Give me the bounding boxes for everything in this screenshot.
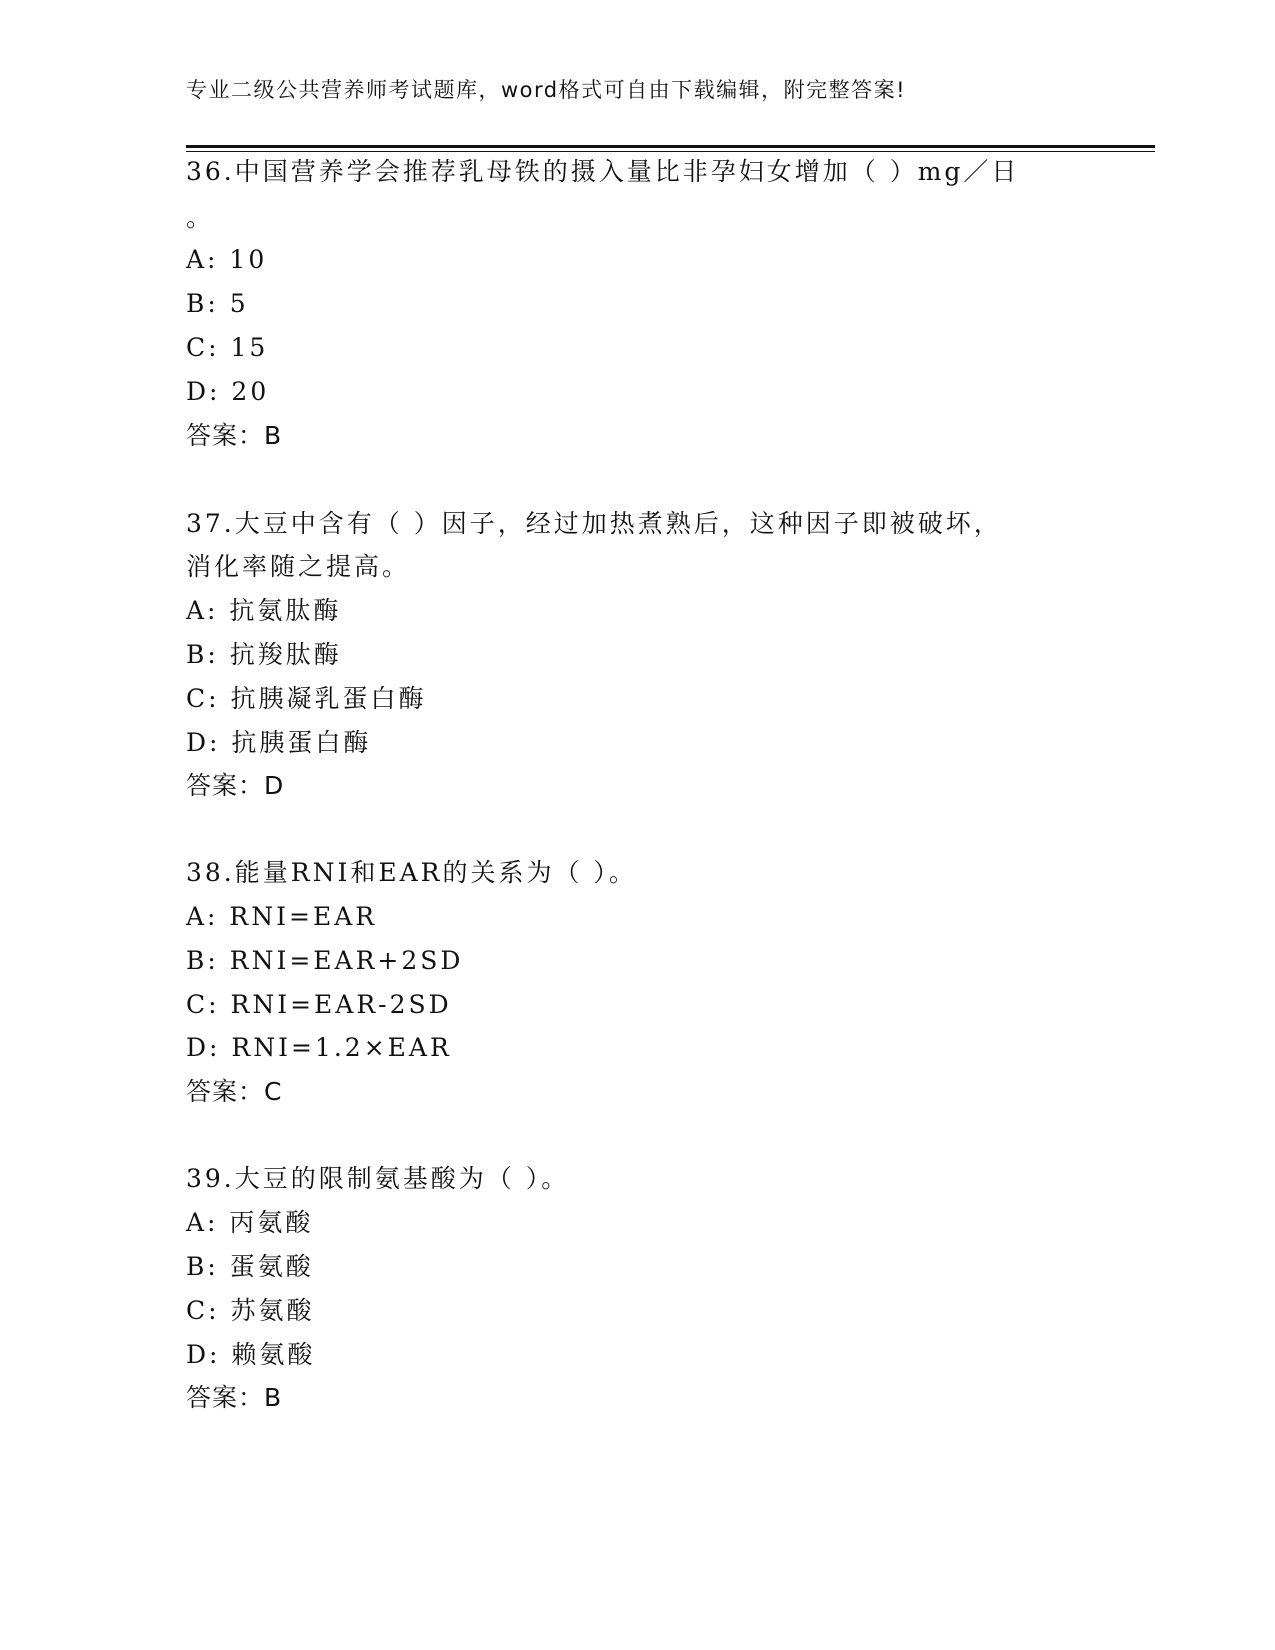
question-38-option-d: D: RNI=1.2×EAR <box>186 1033 452 1062</box>
question-37-option-b: B: 抗羧肽酶 <box>186 640 342 669</box>
question-39-option-c: C: 苏氨酸 <box>186 1296 315 1325</box>
question-37-stem: 37.大豆中含有（ ）因子，经过加热煮熟后，这种因子即被破坏， <box>186 509 1002 538</box>
question-38-option-a: A: RNI=EAR <box>186 902 378 931</box>
question-36-option-b: B: 5 <box>186 289 249 318</box>
question-37-answer: 答案：D <box>186 771 285 800</box>
page-header: 专业二级公共营养师考试题库，word格式可自由下载编辑，附完整答案! <box>186 78 907 102</box>
question-36-option-d: D: 20 <box>186 377 270 406</box>
question-36-answer: 答案：B <box>186 421 283 450</box>
question-39-answer: 答案：B <box>186 1383 283 1412</box>
question-39-option-b: B: 蛋氨酸 <box>186 1252 314 1281</box>
question-38-answer: 答案：C <box>186 1077 283 1106</box>
question-37-option-d: D: 抗胰蛋白酶 <box>186 728 372 757</box>
question-37-option-a: A: 抗氨肽酶 <box>186 596 342 625</box>
header-rule-thin <box>186 151 1155 152</box>
question-38-option-b: B: RNI=EAR+2SD <box>186 946 464 975</box>
question-38-option-c: C: RNI=EAR-2SD <box>186 990 452 1019</box>
question-36-stem-continuation: 。 <box>186 203 215 232</box>
question-39-stem: 39.大豆的限制氨基酸为（ ）。 <box>186 1164 570 1193</box>
question-36-option-a: A: 10 <box>186 245 268 274</box>
question-36-option-c: C: 15 <box>186 333 269 362</box>
header-rule-thick <box>186 145 1155 148</box>
question-39-option-a: A: 丙氨酸 <box>186 1208 314 1237</box>
question-36-stem: 36.中国营养学会推荐乳母铁的摄入量比非孕妇女增加（ ）mg／日 <box>186 157 1020 186</box>
question-37-option-c: C: 抗胰凝乳蛋白酶 <box>186 684 427 713</box>
question-39-option-d: D: 赖氨酸 <box>186 1340 316 1369</box>
question-37-stem-continuation: 消化率随之提高。 <box>186 552 411 581</box>
question-38-stem: 38.能量RNI和EAR的关系为（ ）。 <box>186 858 637 887</box>
